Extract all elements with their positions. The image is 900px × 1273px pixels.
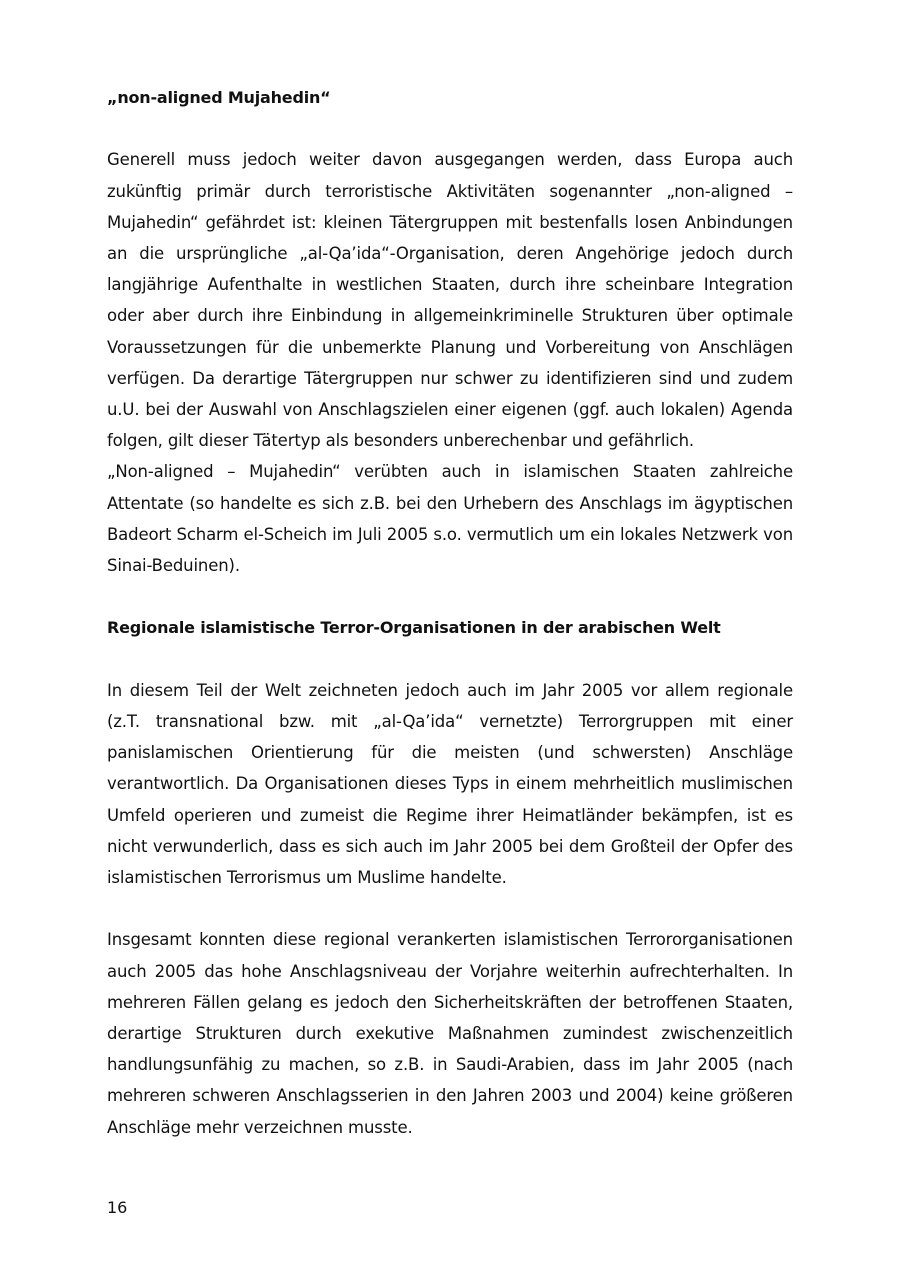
paragraph-islamic-states-attacks: „Non-aligned – Mujahedin“ verübten auch in islamischen Staaten zahlreiche Attentate (so handelte es sich z.B. bei den Urhebern des Anschlags im ägyptischen Badeort Scharm el-Scheich im Juli 2005 s.o. vermutlich um ein lokales Netzwerk von Sinai-Beduinen). [107,462,793,576]
spacer [107,113,793,144]
section-heading-regional-organisations: Regionale islamistische Terror-Organisationen in der arabischen Welt [107,618,721,638]
section-heading-non-aligned: „non-aligned Mujahedin“ [107,88,331,107]
paragraph-regional-groups: In diesem Teil der Welt zeichneten jedoch auch im Jahr 2005 vor allem regionale (z.T. transnational bzw. mit „al-Qa’ida“ vernetzte) Terrorgruppen mit einer panislamischen Orientierung für die meisten (und schwersten) Anschläge verantwortlich. Da Organisationen dieses Typs in einem mehrheitlich muslimischen Umfeld operieren und zumeist die Regime ihrer Heimatländer bekämpfen, ist es nicht verwunderlich, dass es sich auch im Jahr 2005 bei dem Großteil der Opfer des islamistischen Terrorismus um Muslime handelte. [107,680,793,888]
document-page [107,82,793,1143]
paragraph-attack-level: Insgesamt konnten diese regional verankerten islamistischen Terrororganisationen auch 2005 das hohe Anschlagsniveau der Vorjahre weiterhin aufrechterhalten. In mehreren Fällen gelang es jedoch den Sicherheitskräften der betroffenen Staaten, derartige Strukturen durch exekutive Maßnahmen zumindest zwischenzeitlich handlungsunfähig zu machen, so z.B. in Saudi-Arabien, dass im Jahr 2005 (nach mehreren schweren Anschlagsserien in den Jahren 2003 und 2004) keine größeren Anschläge mehr verzeichnen musste. [107,930,793,1137]
spacer [107,581,793,612]
spacer [107,644,793,675]
spacer [107,893,793,924]
page-number: 16 [107,1198,128,1217]
paragraph-europe-threat: Generell muss jedoch weiter davon ausgegangen werden, dass Europa auch zukünftig primär durch terroristische Aktivitäten sogenannter „non-aligned – Mujahedin“ gefährdet ist: kleinen Tätergruppen mit bestenfalls losen Anbindungen an die ursprüngliche „al-Qa’ida“-Organisation, deren Angehörige jedoch durch langjährige Aufenthalte in westlichen Staaten, durch ihre scheinbare Integration oder aber durch ihre Einbindung in allgemeinkriminelle Strukturen über optimale Voraussetzungen für die unbemerkte Planung und Vorbereitung von Anschlägen verfügen. Da derartige Tätergruppen nur schwer zu identifizieren sind und zudem u.U. bei der Auswahl von Anschlagszielen einer eigenen (ggf. auch lokalen) Agenda folgen, gilt dieser Tätertyp als besonders unberechenbar und gefährlich. [107,150,793,451]
